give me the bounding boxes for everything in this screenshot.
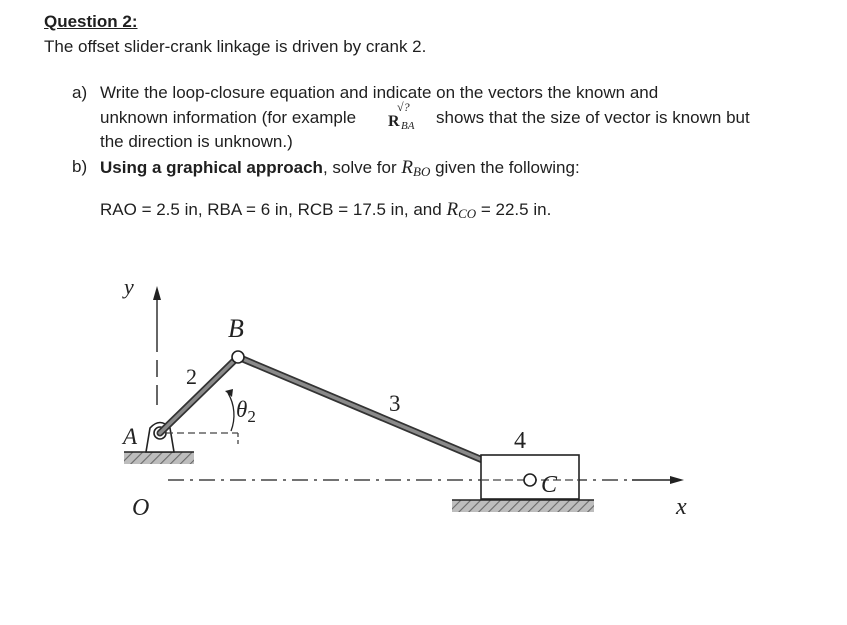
given-rcb-label: RCB [297, 200, 334, 219]
pin-b [232, 351, 244, 363]
example-vector-subscript: BA [401, 120, 415, 132]
part-b-solve-subscript: BO [413, 164, 431, 179]
part-b-bold: Using a graphical approach [100, 158, 323, 177]
example-vector-symbol: R [388, 113, 400, 130]
theta-symbol: θ [236, 397, 248, 422]
question-intro: The offset slider-crank linkage is driven by crank 2. [44, 37, 427, 56]
y-axis-label: y [124, 274, 134, 299]
point-b-label: B [228, 314, 244, 343]
y-axis-arrow-icon [153, 286, 161, 300]
question-title: Question 2: [44, 12, 138, 31]
point-c-label: C [541, 472, 558, 498]
part-b-solve-symbol: R [401, 157, 413, 178]
origin-label: O [132, 495, 150, 521]
ground-a-hatch [124, 452, 194, 464]
crank-link-2-fill [160, 357, 238, 433]
theta-subscript: 2 [247, 407, 256, 426]
part-b-given-text: given the following: [435, 158, 580, 177]
part-a-line3: the direction is unknown.) [100, 132, 293, 151]
crank-link-label: 2 [186, 364, 197, 389]
given-rba-value: = 6 in, [246, 200, 293, 219]
given-rba-label: RBA [207, 200, 242, 219]
theta-label [236, 397, 256, 426]
given-rco-value: = 22.5 in. [480, 200, 552, 219]
given-rao-label: RAO [100, 200, 137, 219]
pin-c [524, 474, 536, 486]
part-a-marker: a) [72, 83, 88, 102]
part-a-line2-end: shows that the size of vector is known but [436, 108, 750, 127]
coupler-link-label: 3 [389, 391, 401, 416]
slider-link-label: 4 [514, 428, 526, 454]
x-axis-label: x [676, 494, 687, 520]
given-rcb-value: = 17.5 in, and [338, 200, 442, 219]
point-a-label: A [123, 424, 138, 449]
given-rao-value: = 2.5 in, [141, 200, 203, 219]
part-b-rest: , solve for [322, 158, 397, 177]
theta-arc [228, 393, 234, 431]
part-a-line2-start: unknown information (for example [100, 108, 357, 127]
part-a-line1: Write the loop-closure equation and indicate on the vectors the known and [100, 83, 659, 102]
ground-slider-hatch [452, 500, 594, 512]
x-axis-arrow-icon [670, 476, 684, 484]
given-rco-subscript: CO [458, 206, 477, 221]
example-vector-check-mark: √? [397, 100, 410, 114]
given-rco-symbol: R [446, 199, 459, 220]
part-b-marker: b) [72, 157, 88, 176]
